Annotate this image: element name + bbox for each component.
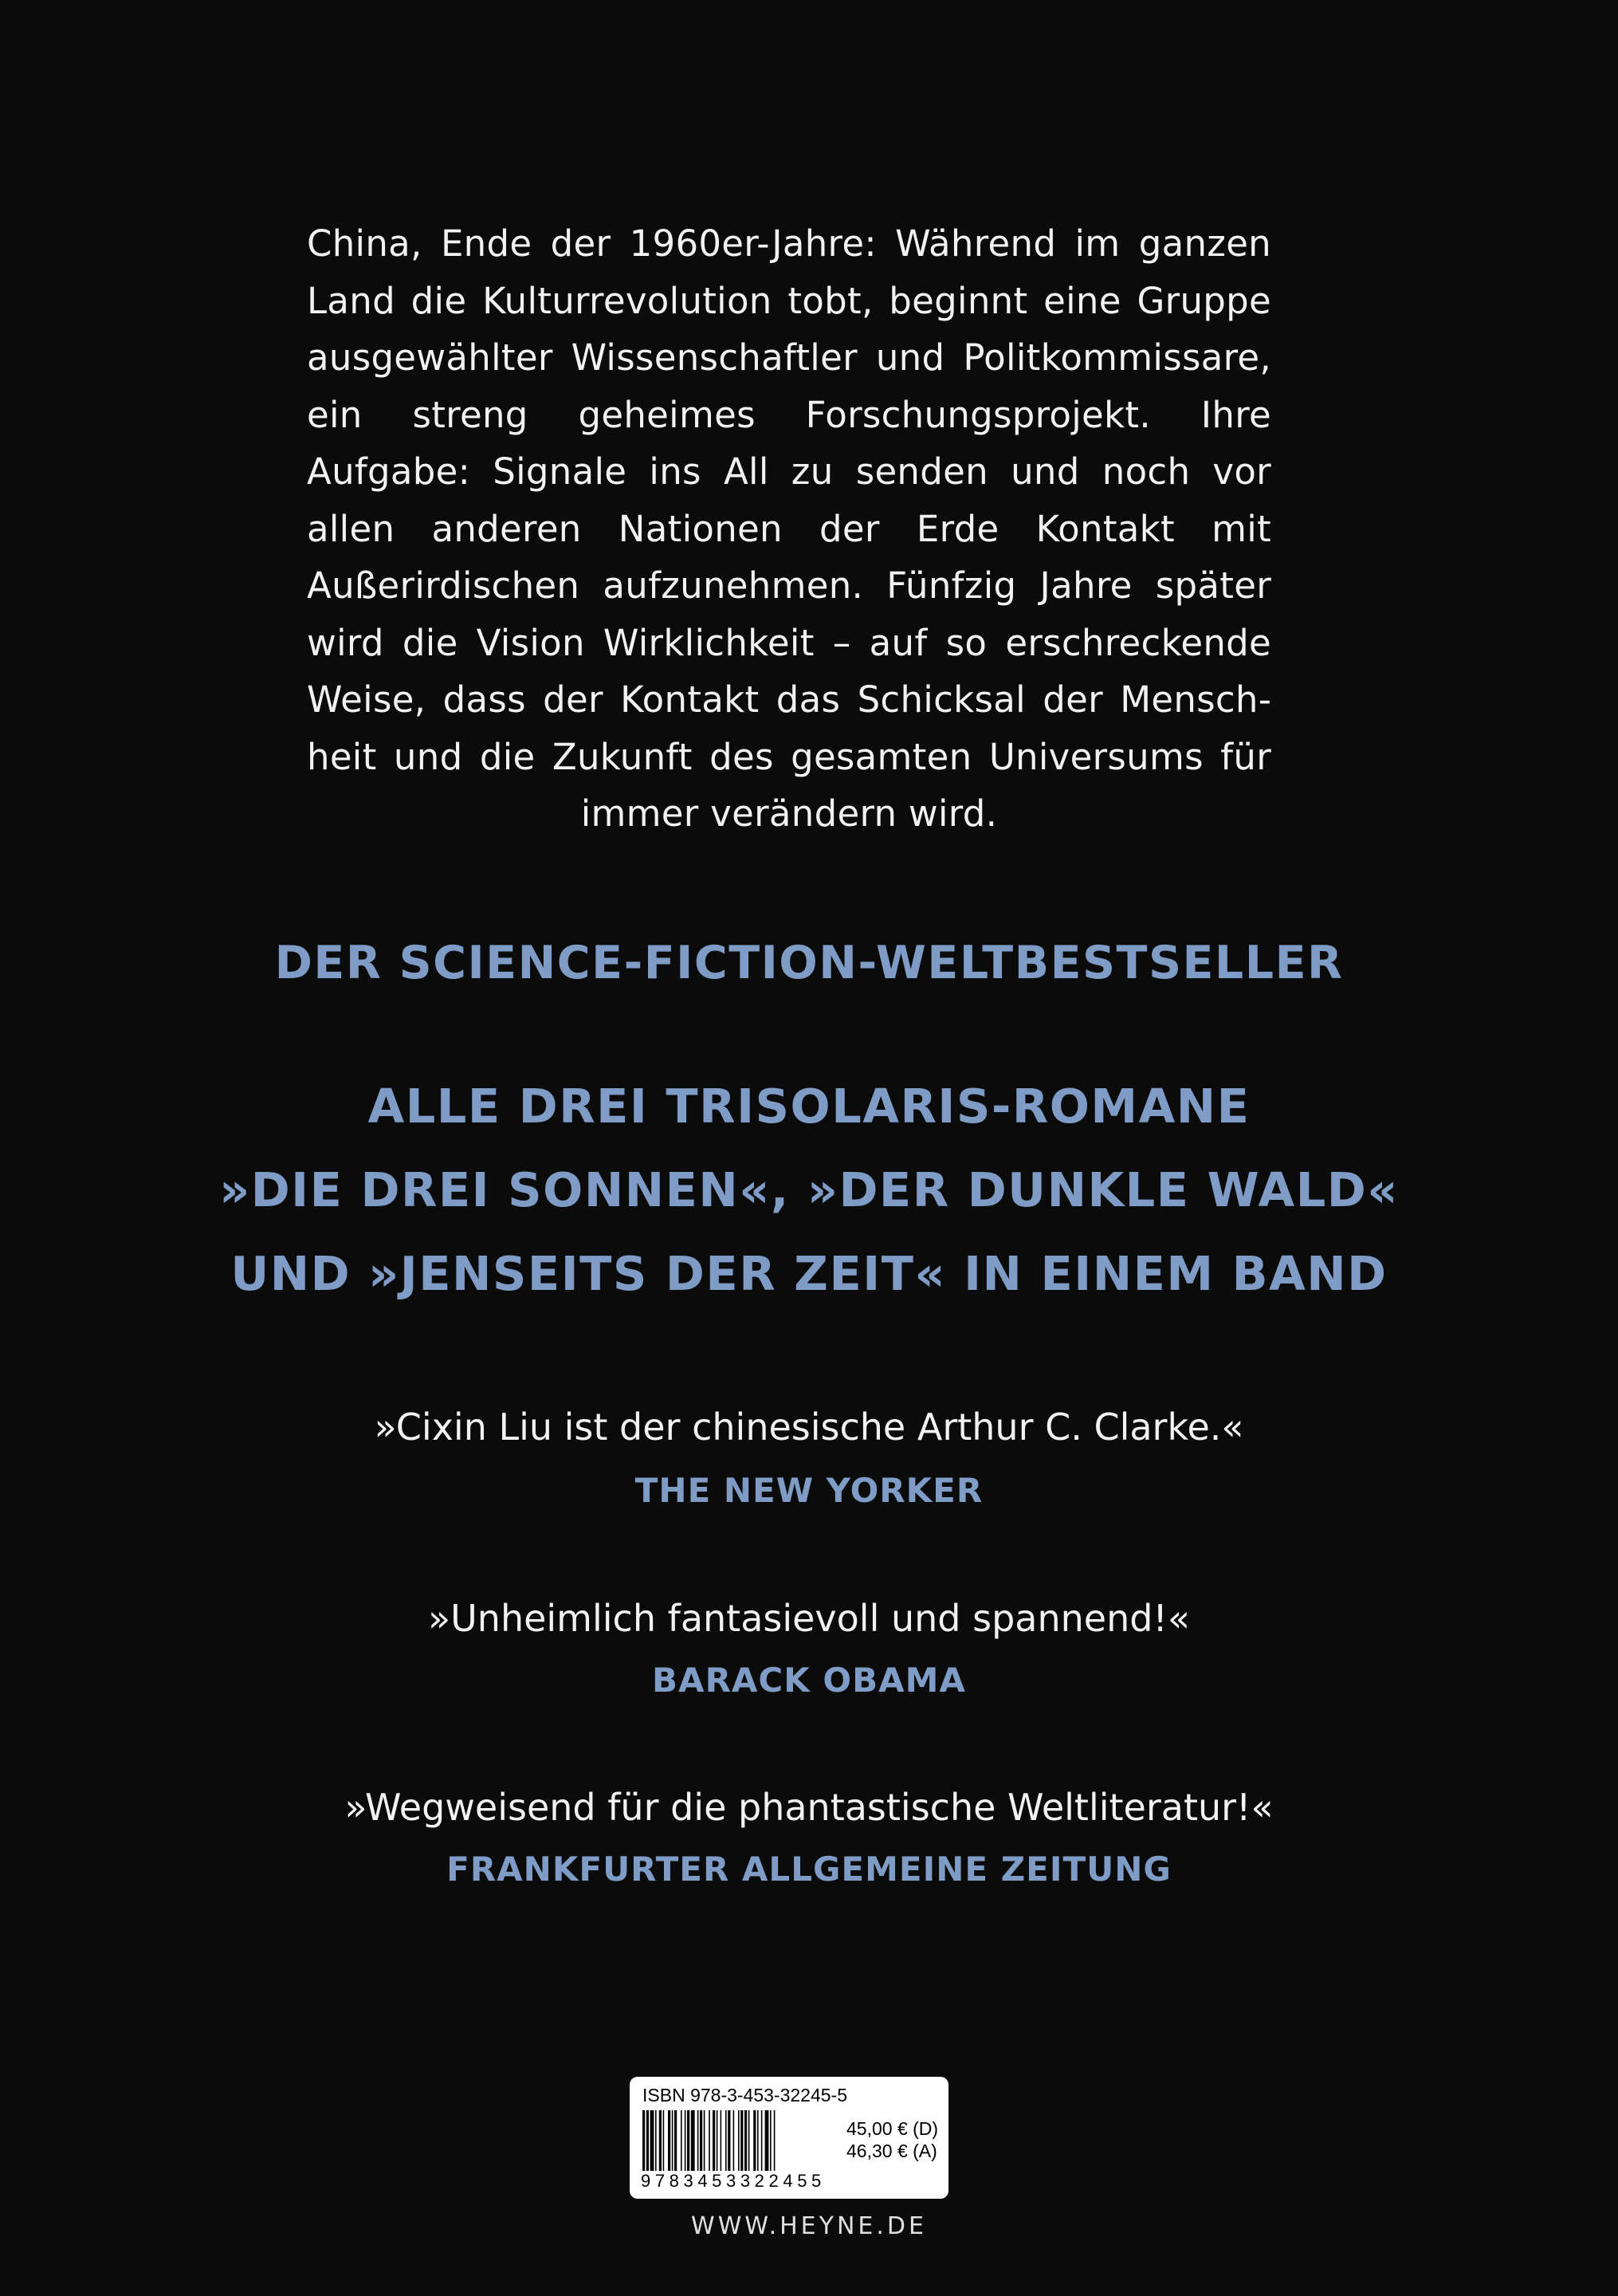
headline-line-1: ALLE DREI TRISOLARIS-ROMANE — [367, 1079, 1251, 1134]
quote-source: FRANKFURTER ALLGEMEINE ZEITUNG — [446, 1850, 1172, 1889]
barcode-bar — [748, 2110, 750, 2171]
barcode-bar — [700, 2110, 702, 2171]
barcode-bar — [774, 2110, 776, 2171]
barcode-bar — [753, 2110, 756, 2171]
barcode-bar — [674, 2110, 677, 2171]
barcode-bar — [709, 2110, 710, 2171]
quote-source: THE NEW YORKER — [634, 1471, 984, 1510]
price-austria: 46,30 € (A) — [846, 2141, 937, 2161]
barcode-bar — [704, 2110, 705, 2171]
headline — [0, 1064, 1618, 1315]
barcode-bar — [761, 2110, 763, 2171]
blurb-text: China, Ende der 1960er-Jahre: Während im ganzen Land die Kulturrevolution tobt, beginnt eine Gruppe ausgewählter Wissenschaftler und Politkommissare, ein streng geheimes Forschungsprojekt. Ihre Aufgabe: Signale ins All zu senden und noch vor allen anderen Nationen der Erde Kontakt mit Außerirdischen aufzunehmen. Fünfzig Jahre später wird die Vision Wirklichkeit – auf so erschreckende Weise, dass der Kontakt das Schicksal der Menschheit und die Zukunft des gesamten Universums für immer verändern wird. — [307, 222, 1271, 835]
publisher-website: WWW.HEYNE.DE — [691, 2212, 927, 2240]
barcode-bar — [691, 2110, 695, 2171]
barcode-bar — [770, 2110, 772, 2171]
barcode-bar — [668, 2110, 670, 2171]
barcode-bar — [733, 2110, 735, 2171]
quote-text: »Wegweisend für die phantastische Weltliteratur!« — [344, 1786, 1274, 1829]
barcode-bar — [721, 2110, 722, 2171]
barcode-bar — [642, 2110, 645, 2171]
barcode-bar — [687, 2110, 689, 2171]
barcode-bar — [725, 2110, 727, 2171]
isbn-number: ISBN 978-3-453-32245-5 — [642, 2085, 847, 2105]
barcode-bar — [655, 2110, 657, 2171]
barcode-bar — [713, 2110, 715, 2171]
barcode-bar — [659, 2110, 662, 2171]
barcode-bar — [663, 2110, 665, 2171]
barcode-label — [630, 2077, 948, 2199]
barcode-bar — [650, 2110, 654, 2171]
barcode-bar — [646, 2110, 649, 2171]
barcode-icon — [642, 2110, 829, 2171]
barcode-bar — [744, 2110, 747, 2171]
headline-line-3: UND »JENSEITS DER ZEIT« IN EINEM BAND — [230, 1246, 1388, 1301]
barcode-bar — [697, 2110, 699, 2171]
quote-text: »Unheimlich fantasievoll und spannend!« — [427, 1597, 1191, 1640]
barcode-bar — [765, 2110, 769, 2171]
barcode-bar — [681, 2110, 682, 2171]
tagline: DER SCIENCE-FICTION-WELTBESTSELLER — [274, 937, 1344, 989]
barcode-bar — [740, 2110, 743, 2171]
barcode-bar — [757, 2110, 759, 2171]
barcode-bar — [672, 2110, 674, 2171]
barcode-bar — [738, 2110, 740, 2171]
barcode-bar — [685, 2110, 686, 2171]
barcode-bar — [728, 2110, 730, 2171]
barcode-bar — [717, 2110, 718, 2171]
quote-text: »Cixin Liu ist der chinesische Arthur C. Clarke.« — [374, 1406, 1244, 1449]
price-germany: 45,00 € (D) — [846, 2118, 939, 2139]
barcode-digits: 9783453322455 — [641, 2171, 826, 2191]
quote-source: BARACK OBAMA — [652, 1661, 966, 1700]
headline-line-2: »DIE DREI SONNEN«, »DER DUNKLE WALD« — [219, 1162, 1399, 1217]
